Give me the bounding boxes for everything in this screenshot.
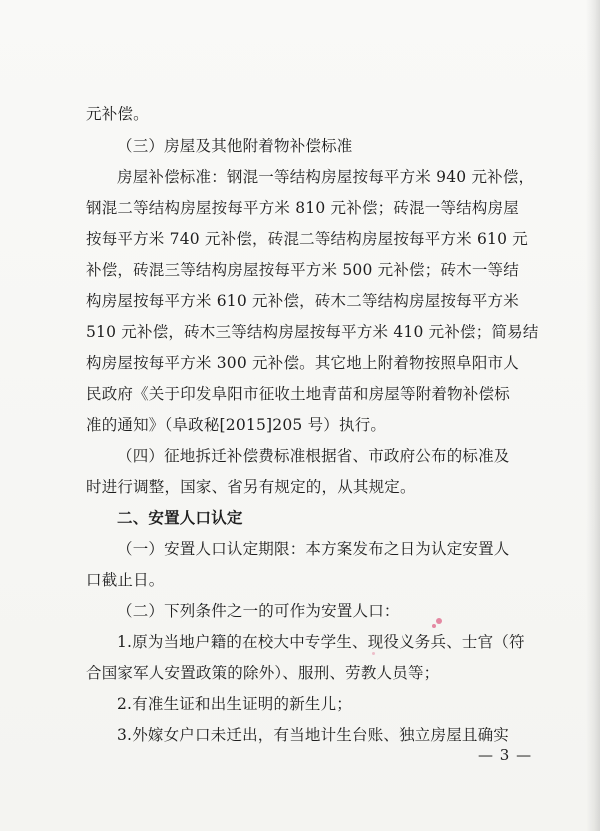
text-line: 构房屋按每平方米 610 元补偿，砖木二等结构房屋按每平方米 xyxy=(86,292,519,310)
list-item: 2.有准生证和出生证明的新生儿； xyxy=(117,695,352,713)
text-line: 钢混二等结构房屋按每平方米 810 元补偿；砖混一等结构房屋 xyxy=(86,199,519,217)
text-line: （四）征地拆迁补偿费标准根据省、市政府公布的标准及 xyxy=(117,447,510,465)
page-number: — 3 — xyxy=(478,746,533,764)
section-heading: （三）房屋及其他附着物补偿标准 xyxy=(117,137,353,155)
text-line: （二）下列条件之一的可作为安置人口： xyxy=(117,602,400,620)
section-heading-bold: 二、安置人口认定 xyxy=(117,509,243,527)
text-line: 补偿，砖混三等结构房屋按每平方米 500 元补偿；砖木一等结 xyxy=(86,261,519,279)
page-edge-shadow xyxy=(586,0,600,831)
text-line: （一）安置人口认定期限：本方案发布之日为认定安置人 xyxy=(117,540,510,558)
stamp-ink-mark xyxy=(436,618,442,624)
stamp-ink-mark xyxy=(372,652,375,655)
list-item: 1.原为当地户籍的在校大中专学生、现役义务兵、士官（符 xyxy=(117,633,525,651)
text-line: 民政府《关于印发阜阳市征收土地青苗和房屋等附着物补偿标 xyxy=(86,385,510,403)
stamp-ink-mark xyxy=(432,624,436,628)
text-line: 合国家军人安置政策的除外）、服刑、劳教人员等； xyxy=(86,664,440,682)
list-item: 3.外嫁女户口未迁出，有当地计生台账、独立房屋且确实 xyxy=(117,726,509,744)
text-line: 510 元补偿，砖木三等结构房屋按每平方米 410 元补偿；简易结 xyxy=(86,323,539,341)
text-line: 时进行调整，国家、省另有规定的，从其规定。 xyxy=(86,478,416,496)
text-line: 房屋补偿标准：钢混一等结构房屋按每平方米 940 元补偿， xyxy=(117,168,535,186)
text-line: 构房屋按每平方米 300 元补偿。其它地上附着物按照阜阳市人 xyxy=(86,354,519,372)
text-line: 口截止日。 xyxy=(86,571,165,589)
text-line: 元补偿。 xyxy=(86,105,149,123)
text-line: 按每平方米 740 元补偿，砖混二等结构房屋按每平方米 610 元 xyxy=(86,230,528,248)
text-line: 准的通知》（阜政秘[2015]205 号）执行。 xyxy=(86,416,387,434)
